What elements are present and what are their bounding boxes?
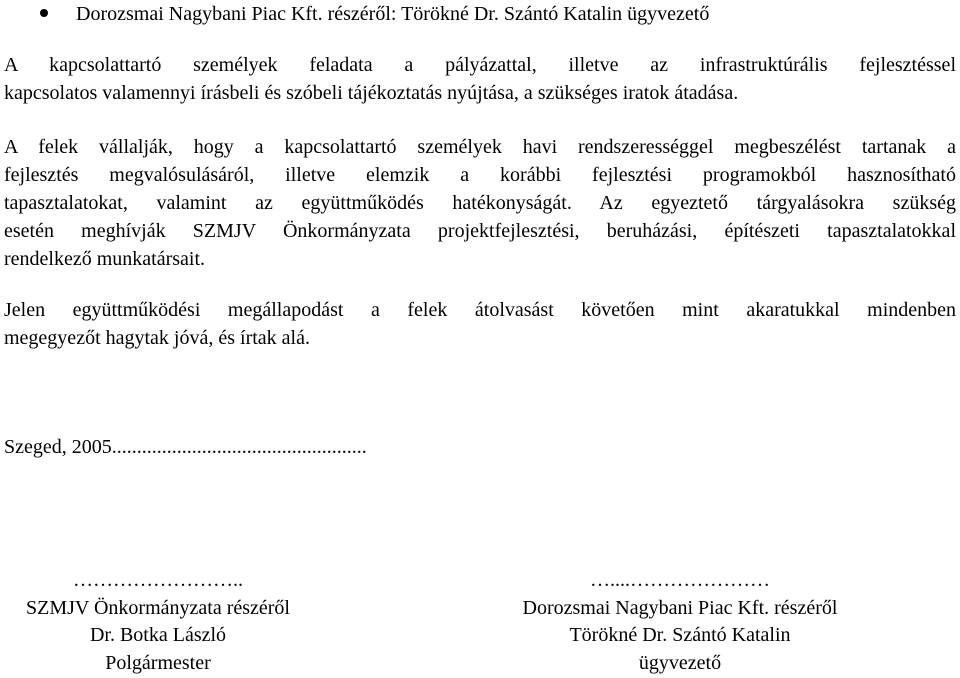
paragraph-meetings	[4, 133, 956, 273]
signatory-name: Dr. Botka László	[89, 624, 227, 646]
paragraph-contact-duties	[4, 51, 956, 107]
bullet-icon	[40, 9, 48, 17]
paragraph-line: tapasztalatokat, valamint az együttműködés hatékonyságát. Az egyeztető tárgyalásokra szükség	[4, 192, 956, 214]
paragraph-line: megegyezőt hagytak jóvá, és írtak alá.	[4, 327, 310, 349]
paragraph-line: A kapcsolattartó személyek feladata a pályázattal, illetve az infrastruktúrális fejlesztéssel	[4, 54, 956, 76]
signature-block-right	[478, 567, 882, 677]
signature-line: ……………………..	[73, 569, 243, 591]
place-and-date: Szeged, 2005...................................................	[4, 436, 367, 458]
paragraph-line: fejlesztés megvalósulásáról, illetve elemzik a korábbi fejlesztési programokból hasznosítható	[4, 164, 956, 186]
paragraph-line: Jelen együttműködési megállapodást a felek átolvasást követően mint akaratukkal mindenben	[4, 299, 956, 321]
signature-block-left	[0, 567, 316, 677]
paragraph-approval	[4, 296, 956, 352]
contact-bullet-text: Dorozsmai Nagybani Piac Kft. részéről: Törökné Dr. Szántó Katalin ügyvezető	[76, 3, 710, 25]
signatory-name: Törökné Dr. Szántó Katalin	[569, 624, 791, 646]
signature-party: Dorozsmai Nagybani Piac Kft. részéről	[522, 596, 838, 619]
paragraph-line: rendelkező munkatársait.	[4, 248, 206, 270]
signature-line: …....…………………	[590, 569, 770, 591]
signatory-title: Polgármester	[105, 651, 211, 674]
paragraph-line: kapcsolatos valamennyi írásbeli és szóbeli tájékoztatás nyújtása, a szükséges iratok átadása.	[4, 82, 739, 104]
signature-party: SZMJV Önkormányzata részéről	[25, 596, 290, 619]
paragraph-line: A felek vállalják, hogy a kapcsolattartó személyek havi rendszerességgel megbeszélést tartanak a	[4, 136, 956, 158]
paragraph-line: esetén meghívják SZMJV Önkormányzata projektfejlesztési, beruházási, építészeti tapasztalatokkal	[4, 220, 956, 242]
signatory-title: ügyvezető	[638, 651, 722, 674]
